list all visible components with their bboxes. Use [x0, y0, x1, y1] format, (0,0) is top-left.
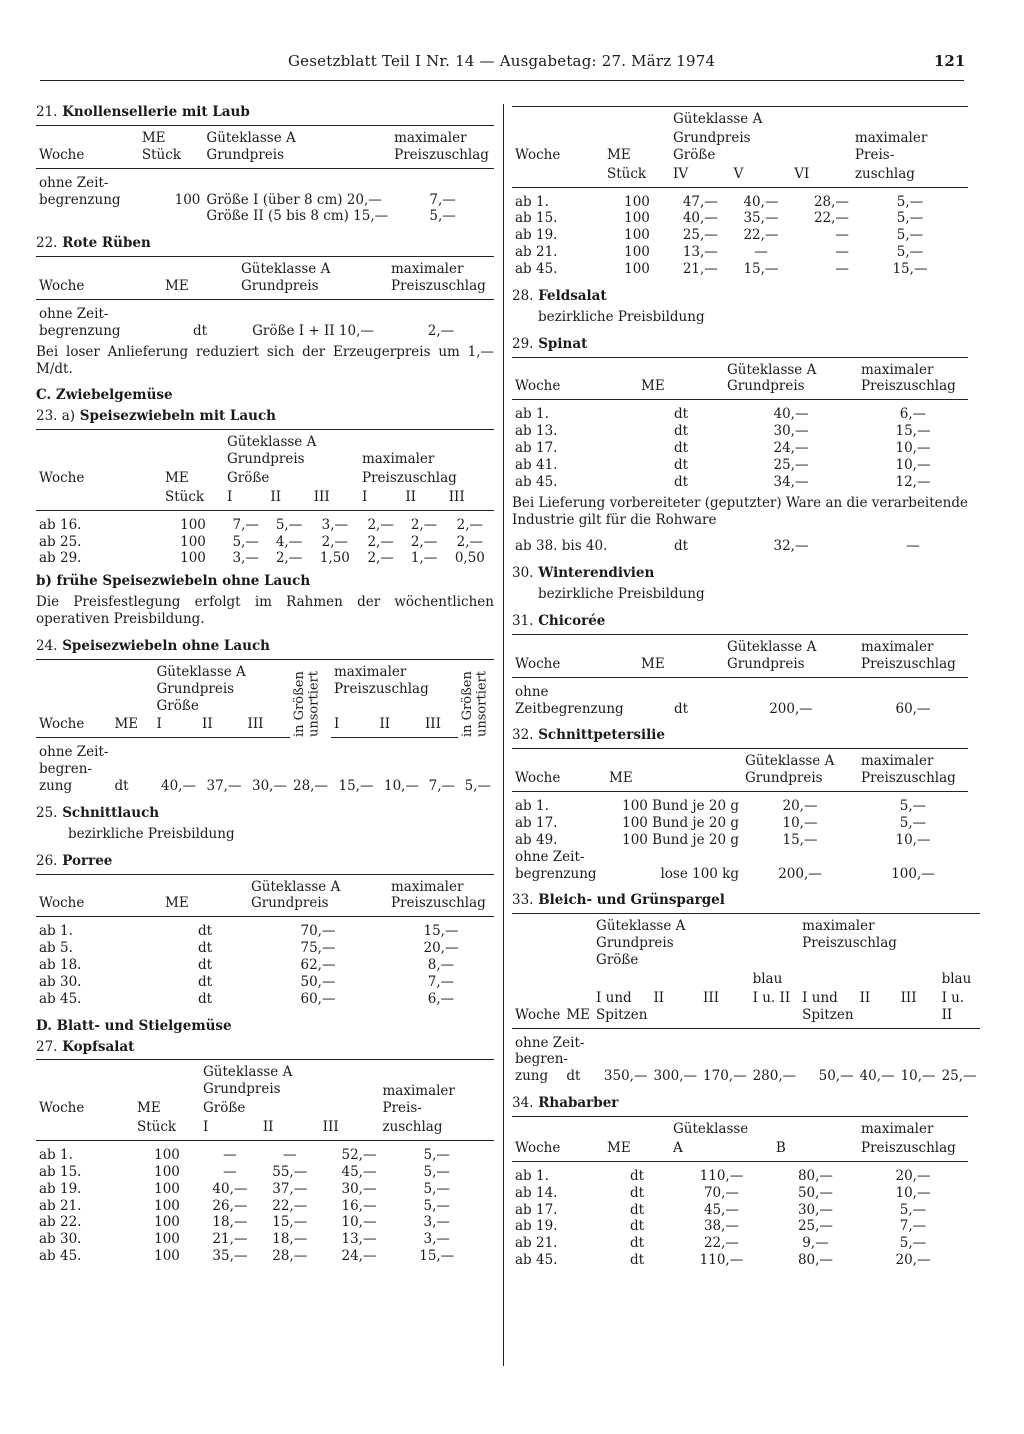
price-table: Güteklasse maximaler Woche ME A B Preiszuschlag ab 1. dt 110,— 80,— 20,— ab 14. dt 70,— 50,— 10,— ab 17. dt 45,— 30,— 5,— ab 19. dt 38,— 25,— 7,— ab 21. dt 22,— 9,— 5,— ab 45. dt 110,— 80,— 20,—	[512, 1116, 968, 1269]
table-cell: dt	[673, 423, 689, 440]
table-row	[36, 1231, 494, 1248]
table-cell: 21,—	[682, 261, 718, 277]
table-cell: 30,—	[797, 1201, 833, 1218]
table-cell: ab 1.	[39, 1146, 73, 1163]
note-text: bezirkliche Preisbildung	[538, 586, 705, 603]
table-cell: 3,—	[321, 516, 349, 533]
table-cell: 100	[154, 1248, 180, 1265]
table-cell: ab 30.	[39, 973, 82, 990]
table-row	[512, 1252, 968, 1269]
table-row	[512, 792, 968, 815]
note-text: Die Preisfestlegung erfolgt im Rahmen der wöchentlichen operativen Preisbildung.	[36, 594, 494, 627]
table-cell: 100	[180, 533, 206, 550]
table-cell: 8,—	[427, 957, 455, 973]
table-cell: 5,—	[423, 1146, 450, 1163]
table-row	[512, 1218, 968, 1235]
table-row	[512, 1202, 968, 1219]
table-cell: 15,—	[423, 923, 459, 940]
table-row: ab 38. bis 40. dt 32,— —	[515, 538, 920, 555]
table-cell: 100	[624, 227, 650, 244]
table-cell: —	[282, 1146, 297, 1163]
table-cell: ab 45.	[39, 990, 82, 1007]
table-cell: 10,—	[895, 456, 931, 473]
table-row	[36, 1248, 494, 1265]
table-cell: 22,—	[813, 210, 849, 227]
table-row: zung dt 350,— 300,— 170,— 280,— 50,— 40,— 10,— 25,—	[515, 1068, 977, 1085]
section-title: 24. Speisezwiebeln ohne Lauch	[36, 637, 270, 654]
table-cell: 28,—	[272, 1248, 308, 1265]
group-heading: D. Blatt- und Stielgemüse	[36, 1017, 232, 1034]
table-cell: dt	[673, 473, 689, 490]
table-cell: 5,—	[423, 1180, 450, 1197]
table-cell: 100	[154, 1163, 180, 1180]
section-title: 30. Winterendivien	[512, 565, 655, 582]
table-row	[512, 244, 968, 261]
table-row: ohne Zeit-	[515, 848, 585, 865]
table-cell: 110,—	[699, 1252, 744, 1269]
table-cell: ab 15.	[39, 1163, 82, 1180]
table-row: ohne Zeit-	[39, 305, 109, 322]
section-title: 34. Rhabarber	[512, 1095, 619, 1112]
table-cell: 3,—	[232, 550, 259, 567]
table-cell: 5,—	[232, 533, 259, 550]
price-table: Güteklasse A Grundpreis maximaler Preis- Woche ME Größe Stück I II III zuschlag ab 1. 100 — — 52,— 5,— ab 15. 100 — 55,— 45,— 5,— ab 19. 100 40,— 37,— 30,— 5,— ab 21. 100 26,— 22,— 16,— 5,— ab 22. 100 18,— 15,— 10,— 3,— ab 30. 100 21,— 18,— 13,— 3,— ab 45. 100 35,— 28,— 24,— 15,—	[36, 1059, 494, 1265]
table-cell: 50,—	[300, 973, 336, 990]
table-cell: ab 49.	[515, 831, 558, 848]
col-woche: Woche	[36, 125, 139, 168]
table-cell: 110,—	[699, 1167, 744, 1184]
table-cell: —	[754, 244, 768, 261]
table-cell: 55,—	[272, 1163, 308, 1180]
note-text: Bei Lieferung vorbereiteter (geputzter) Ware an die verarbeitende Industrie gilt für die Rohware	[512, 494, 968, 528]
table-cell: dt	[629, 1218, 645, 1235]
section-bleich-gruenspargel	[512, 892, 977, 1085]
section-title: 31. Chicorée	[512, 613, 606, 629]
table-row	[512, 1235, 968, 1252]
table-cell: —	[835, 261, 849, 277]
table-cell: 100 Bund je 20 g	[622, 831, 739, 848]
table-row: Zeitbegrenzung dt 200,— 60,—	[515, 700, 931, 717]
table-row	[36, 534, 494, 551]
table-row: begren-	[515, 1051, 568, 1068]
table-row	[512, 227, 968, 244]
table-row: ohne Zeit-	[39, 174, 109, 191]
table-cell: 6,—	[899, 406, 927, 423]
vertical-label: in Größen unsortiert	[291, 670, 322, 737]
table-cell: 37,—	[272, 1180, 308, 1197]
table-cell: dt	[629, 1235, 645, 1252]
table-cell: 22,—	[703, 1235, 739, 1252]
price-table: Woche ME Güteklasse A Grundpreis maximaler Preiszuschlag ab 1. dt 70,— 15,— ab 5. dt 75,— 20,— ab 18. dt 62,— 8,— ab 30. dt 50,— 7,— ab 45. dt 60,— 6,—	[36, 874, 494, 1008]
table-cell: 24,—	[773, 440, 809, 456]
table-cell: 1,50	[319, 550, 350, 567]
section-schnittlauch	[36, 805, 494, 843]
table-cell: ab 1.	[515, 1167, 549, 1184]
table-row	[512, 423, 968, 440]
table-cell: 12,—	[895, 473, 931, 490]
table-cell: dt	[629, 1252, 645, 1269]
col-grundpreis: Güteklasse A Grundpreis	[203, 125, 391, 168]
table-cell: ab 16.	[39, 516, 82, 533]
table-row	[36, 1140, 494, 1163]
col-me: ME Stück	[139, 125, 204, 168]
table-cell: 18,—	[272, 1231, 308, 1248]
table-cell: 100	[624, 193, 650, 210]
table-row	[512, 440, 968, 457]
note-text: bezirkliche Preisbildung	[538, 308, 705, 325]
table-row	[512, 815, 968, 832]
table-cell: 6,—	[427, 990, 455, 1007]
table-cell: 40,—	[773, 406, 809, 423]
price-table: Güteklasse A Grundpreis maximaler Woche ME Größe Preiszuschlag Stück I II III I II III ab 16. 100 7,— 5,— 3,— 2,— 2,— 2,— ab 25. 100 5,— 4,— 2,— 2,— 2,— 2,— ab 29. 100 3,— 2,— 1,50 2,— 1,— 0,50	[36, 429, 494, 567]
table-row: ohne Zeit-	[39, 744, 109, 761]
header-rule	[40, 80, 964, 81]
table-cell: —	[223, 1163, 237, 1180]
page-number: 121	[934, 52, 966, 70]
price-table: Güteklasse A Grundpreis Größe in Größen unsortiert maximaler Preiszuschlag in Größen unsortiert Woche ME I II III I II III ohne Zeit- begren- zung dt 40,— 37,— 30,— 28,— 15,— 10,— 7,— 5,—	[36, 659, 494, 795]
table-cell: 50,—	[797, 1184, 833, 1201]
table-cell: 2,—	[275, 550, 303, 567]
table-row: ohne Zeit-	[515, 1034, 585, 1051]
table-row: begrenzung dt Größe I + II 10,— 2,—	[39, 322, 455, 339]
table-row	[512, 832, 968, 849]
table-cell: dt	[673, 406, 689, 423]
table-row	[36, 991, 494, 1008]
table-cell: 28,—	[813, 193, 849, 210]
table-cell: 60,—	[300, 990, 336, 1007]
table-cell: 20,—	[895, 1252, 931, 1269]
table-cell: 100	[180, 516, 206, 533]
table-cell: 47,—	[682, 193, 718, 210]
section-title: 23. a) Speisezwiebeln mit Lauch	[36, 408, 276, 425]
price-table-extra	[512, 532, 968, 555]
col-zuschlag: maximaler Preiszuschlag	[391, 125, 494, 168]
table-cell: 7,—	[899, 1218, 927, 1235]
section-title: 22. Rote Rüben	[36, 235, 151, 252]
table-cell: 2,—	[456, 533, 484, 550]
column-divider	[503, 104, 504, 1366]
table-row	[512, 1185, 968, 1202]
table-cell: ab 30.	[39, 1231, 82, 1248]
table-cell: 5,—	[899, 814, 927, 831]
table-cell: 26,—	[212, 1197, 248, 1214]
table-cell: 10,—	[895, 831, 931, 848]
table-cell: 13,—	[682, 244, 718, 261]
table-cell: 22,—	[743, 227, 779, 244]
subsection-title: b) frühe Speisezwiebeln ohne Lauch	[36, 573, 311, 590]
table-cell: 100	[624, 261, 650, 277]
table-cell: 35,—	[743, 210, 779, 227]
section-title: 26. Porree	[36, 852, 113, 869]
table-cell: 3,—	[423, 1231, 450, 1248]
table-cell: ab 14.	[515, 1184, 558, 1201]
table-cell: ab 45.	[39, 1248, 82, 1265]
price-table: Güteklasse A Woche ME Grundpreis Größe maximaler Preis- Stück IV V VI zuschlag ab 1. 100 47,— 40,— 28,— 5,— ab 15. 100 40,— 35,— 22,— 5,— ab 19. 100 25,— 22,— — 5,— ab 21. 100 13,— — — 5,— ab 45. 100 21,— 15,— — 15,—	[512, 106, 968, 278]
section-speisezwiebeln-ohne-lauch	[36, 638, 494, 795]
page-header	[0, 52, 1024, 76]
section-kopfsalat-continued	[512, 106, 968, 278]
table-cell: 45,—	[703, 1201, 739, 1218]
table-row	[36, 1214, 494, 1231]
price-table: Woche ME Güteklasse A Grundpreis maximaler Preiszuschlag ohne Zeit- begrenzung dt Größe I + II 10,— 2,—	[36, 256, 494, 340]
table-cell: dt	[197, 940, 213, 957]
table-cell: 70,—	[703, 1184, 739, 1201]
table-cell: 2,—	[410, 516, 438, 533]
left-column	[36, 104, 494, 1275]
table-cell: 24,—	[341, 1248, 377, 1265]
table-cell: 100	[154, 1180, 180, 1197]
table-cell: ab 19.	[515, 227, 558, 244]
table-cell: 10,—	[895, 440, 931, 456]
table-cell: 0,50	[454, 550, 485, 567]
table-cell: 3,—	[423, 1214, 450, 1231]
table-cell: 2,—	[367, 516, 394, 533]
table-cell: 75,—	[300, 940, 336, 957]
table-cell: 40,—	[212, 1180, 248, 1197]
table-cell: 4,—	[275, 533, 303, 550]
table-row	[36, 550, 494, 567]
table-cell: 30,—	[341, 1180, 377, 1197]
table-cell: 10,—	[341, 1214, 377, 1231]
header-title: Gesetzblatt Teil I Nr. 14 — Ausgabetag: 27. März 1974	[288, 52, 716, 70]
table-cell: dt	[629, 1167, 645, 1184]
table-cell: ab 21.	[39, 1197, 82, 1214]
table-cell: ab 5.	[39, 940, 73, 957]
table-row	[512, 187, 968, 210]
table-cell: 5,—	[896, 210, 924, 227]
section-rote-rueben	[36, 235, 494, 377]
table-cell: 21,—	[212, 1231, 248, 1248]
section-schnittpetersilie	[512, 727, 968, 882]
price-table	[36, 125, 494, 225]
table-cell: 5,—	[423, 1197, 450, 1214]
table-row	[512, 210, 968, 227]
table-cell: 100	[180, 550, 206, 567]
table-cell: 5,—	[896, 193, 924, 210]
table-cell: 25,—	[682, 227, 718, 244]
table-cell: —	[835, 227, 849, 244]
section-title: 25. Schnittlauch	[36, 804, 160, 821]
table-cell: 5,—	[896, 227, 924, 244]
table-cell: 100	[154, 1146, 180, 1163]
table-row	[512, 457, 968, 474]
table-row	[36, 1181, 494, 1198]
section-title: 27. Kopfsalat	[36, 1038, 135, 1055]
table-cell: —	[223, 1146, 237, 1163]
table-cell: 22,—	[272, 1197, 308, 1214]
table-cell: ab 17.	[515, 814, 558, 831]
table-cell: 20,—	[895, 1167, 931, 1184]
table-cell: 2,—	[367, 533, 394, 550]
table-cell: 15,—	[895, 423, 931, 440]
table-cell: ab 45.	[515, 1252, 558, 1269]
section-rhabarber	[512, 1095, 968, 1269]
table-cell: 5,—	[275, 516, 303, 533]
table-cell: dt	[673, 440, 689, 456]
table-row: begren-	[39, 761, 92, 778]
table-cell: ab 29.	[39, 550, 82, 567]
table-row	[512, 1161, 968, 1184]
section-title: 29. Spinat	[512, 335, 588, 352]
table-row	[36, 917, 494, 940]
section-speisezwiebeln-mit-lauch	[36, 408, 494, 628]
table-cell: 7,—	[232, 516, 259, 533]
section-title: 33. Bleich- und Grünspargel	[512, 892, 725, 909]
table-row	[512, 474, 968, 491]
table-cell: ab 1.	[515, 798, 549, 814]
price-table: Woche ME Güteklasse A Grundpreis maximaler Preiszuschlag ab 1. dt 40,— 6,— ab 13. dt 30,— 15,— ab 17. dt 24,— 10,— ab 41. dt 25,— 10,— ab 45. dt 34,— 12,—	[512, 357, 968, 491]
group-heading: C. Zwiebelgemüse	[36, 387, 173, 404]
table-cell: ab 41.	[515, 456, 558, 473]
table-row	[36, 1164, 494, 1181]
table-cell: —	[835, 244, 849, 261]
table-row: zung dt 40,— 37,— 30,— 28,— 15,— 10,— 7,— 5,—	[39, 778, 491, 794]
table-row: ohne	[515, 683, 549, 700]
table-row	[512, 400, 968, 423]
table-cell: 2,—	[456, 516, 484, 533]
table-cell: 40,—	[682, 210, 718, 227]
table-cell: 5,—	[899, 798, 927, 814]
table-cell: 62,—	[300, 957, 336, 973]
section-title: 28. Feldsalat	[512, 287, 607, 304]
note-text: Bei loser Anlieferung reduziert sich der Erzeugerpreis um 1,— M/dt.	[36, 343, 494, 377]
table-cell: ab 13.	[515, 423, 558, 440]
table-cell: dt	[629, 1201, 645, 1218]
table-cell: dt	[197, 957, 213, 973]
table-cell: 100 Bund je 20 g	[622, 798, 739, 814]
table-cell: ab 22.	[39, 1214, 82, 1231]
table-cell: 45,—	[341, 1163, 377, 1180]
table-cell: 38,—	[703, 1218, 739, 1235]
table-cell: 10,—	[895, 1184, 931, 1201]
table-cell: dt	[197, 973, 213, 990]
section-chicoree	[512, 613, 968, 717]
vertical-label: in Größen unsortiert	[460, 670, 490, 737]
table-cell: ab 1.	[39, 923, 73, 940]
section-title: 21. Knollensellerie mit Laub	[36, 104, 250, 120]
table-cell: 1,—	[410, 550, 438, 567]
table-row: Größe II (5 bis 8 cm) 15,— 5,—	[206, 208, 456, 225]
note-text: bezirkliche Preisbildung	[68, 825, 235, 842]
table-cell: 80,—	[797, 1252, 833, 1269]
table-cell: ab 17.	[515, 1201, 558, 1218]
table-cell: ab 19.	[39, 1180, 82, 1197]
table-cell: ab 1.	[515, 193, 549, 210]
table-cell: 15,—	[272, 1214, 308, 1231]
section-feldsalat	[512, 288, 968, 326]
table-cell: 100	[624, 210, 650, 227]
section-kopfsalat	[36, 1039, 494, 1266]
table-row	[36, 1198, 494, 1215]
table-cell: 70,—	[300, 923, 336, 940]
table-cell: 52,—	[341, 1146, 377, 1163]
table-cell: ab 21.	[515, 1235, 558, 1252]
table-cell: 15,—	[743, 261, 779, 277]
table-cell: ab 45.	[515, 261, 558, 277]
table-cell: 35,—	[212, 1248, 248, 1265]
table-cell: dt	[629, 1184, 645, 1201]
table-cell: 16,—	[341, 1197, 377, 1214]
table-cell: 100	[624, 244, 650, 261]
right-column	[512, 104, 977, 1279]
table-cell: 34,—	[773, 473, 809, 490]
table-cell: 2,—	[410, 533, 438, 550]
table-cell: ab 1.	[515, 406, 549, 423]
table-row	[36, 957, 494, 974]
table-cell: 20,—	[782, 798, 818, 814]
table-cell: 100	[154, 1231, 180, 1248]
table-cell: ab 17.	[515, 440, 558, 456]
table-cell: 30,—	[773, 423, 809, 440]
table-cell: 25,—	[773, 456, 809, 473]
table-row	[512, 261, 968, 278]
table-cell: 5,—	[899, 1201, 927, 1218]
table-row: begrenzung 100 Größe I (über 8 cm) 20,— 7,—	[39, 191, 456, 208]
table-cell: 100 Bund je 20 g	[622, 814, 739, 831]
table-cell: 25,—	[797, 1218, 833, 1235]
table-cell: 7,—	[427, 973, 455, 990]
price-table: Woche ME Güteklasse A Grundpreis maximaler Preiszuschlag ab 1. 100 Bund je 20 g 20,— 5,— ab 17. 100 Bund je 20 g 10,— 5,— ab 49. 100 Bund je 20 g 15,— 10,— ohne Zeit- begrenzung lose 100 kg 200,— 100,—	[512, 748, 968, 882]
table-row	[36, 940, 494, 957]
price-table: Woche ME Güteklasse A Grundpreis maximaler Preiszuschlag ohne Zeitbegrenzung dt 200,— 60,—	[512, 634, 968, 718]
section-porree	[36, 853, 494, 1008]
table-row	[36, 510, 494, 533]
table-cell: 2,—	[321, 533, 349, 550]
section-knollensellerie	[36, 104, 494, 225]
table-cell: 5,—	[899, 1235, 927, 1252]
table-cell: 5,—	[896, 244, 924, 261]
table-cell: 100	[154, 1197, 180, 1214]
table-cell: ab 18.	[39, 957, 82, 973]
table-cell: 13,—	[341, 1231, 377, 1248]
table-cell: ab 45.	[515, 473, 558, 490]
table-cell: dt	[197, 990, 213, 1007]
table-cell: 5,—	[423, 1163, 450, 1180]
table-cell: 20,—	[423, 940, 459, 957]
table-cell: 15,—	[892, 261, 928, 277]
table-cell: 2,—	[367, 550, 394, 567]
table-cell: 40,—	[743, 193, 779, 210]
table-cell: ab 19.	[515, 1218, 558, 1235]
table-cell: 9,—	[802, 1235, 829, 1252]
table-cell: 18,—	[212, 1214, 248, 1231]
table-cell: ab 21.	[515, 244, 558, 261]
table-cell: 15,—	[782, 831, 818, 848]
table-cell: 100	[154, 1214, 180, 1231]
table-cell: dt	[673, 456, 689, 473]
table-cell: 10,—	[782, 814, 818, 831]
table-row: begrenzung lose 100 kg 200,— 100,—	[515, 865, 935, 882]
table-row	[36, 974, 494, 991]
table-cell: dt	[197, 923, 213, 940]
table-cell: 15,—	[419, 1248, 455, 1265]
section-title: 32. Schnittpetersilie	[512, 727, 665, 744]
table-cell: ab 15.	[515, 210, 558, 227]
section-winterendivien	[512, 565, 968, 603]
table-cell: ab 25.	[39, 533, 82, 550]
price-table: Güteklasse A Grundpreis Größe maximaler Preiszuschlag blau blau Woche ME I und Spitzen II III I u. II I und Spitzen II III I u. II ohne Zeit- begren- zung dt 350,— 300,— 170,— 280,— 50,— 40,— 10,— 25,—	[512, 913, 980, 1085]
section-spinat	[512, 336, 968, 556]
table-cell: 80,—	[797, 1167, 833, 1184]
